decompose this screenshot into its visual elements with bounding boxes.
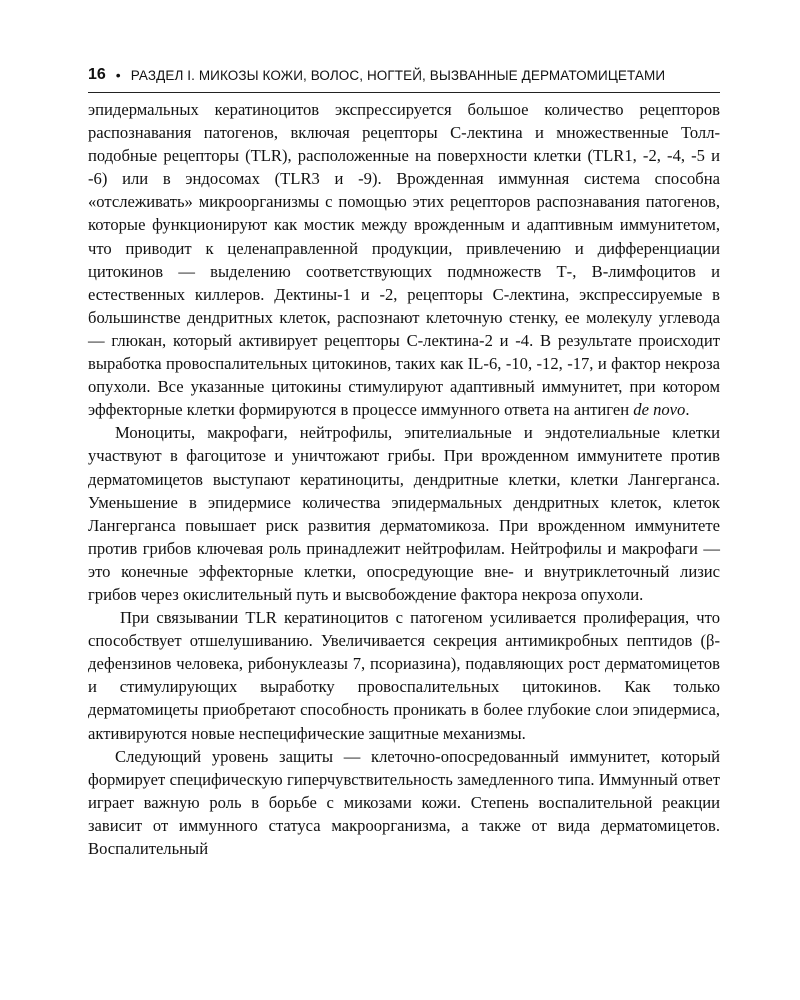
section-title: РАЗДЕЛ I. МИКОЗЫ КОЖИ, ВОЛОС, НОГТЕЙ, ВЫЗВАННЫЕ ДЕРМАТОМИЦЕТАМИ xyxy=(130,67,666,83)
bullet-separator: • xyxy=(115,67,121,83)
paragraph-1-italic: de novo xyxy=(633,400,686,420)
paragraph-1-end: . xyxy=(685,400,690,420)
paragraph-2: Моноциты, макрофаги, нейтрофилы, эпителиальные и эндотелиальные клетки участвуют в фагоцитозе и уничтожают грибы. При врожденном иммунитете против дерматомицетов выступают кератиноциты, дендритные клетки, клетки Лангерганса. Уменьшение в эпидермисе количества эпидермальных дендритных клеток, клеток Лангерганса повышает риск развития дерматомикоза. При врожденном иммунитете против грибов ключевая роль принадлежит нейтрофилам. Нейтрофилы и макрофаги — это конечные эффекторные клетки, опосредующие вне- и внутриклеточный лизис грибов через окислительный путь и высвобождение фактора некроза опухоли. xyxy=(88,423,720,604)
paragraph-1 xyxy=(88,98,720,421)
header-rule xyxy=(88,92,720,93)
page-number: 16 xyxy=(88,66,106,83)
body-text xyxy=(88,98,720,860)
running-header xyxy=(88,62,720,88)
paragraph-4: Следующий уровень защиты — клеточно-опосредованный иммунитет, который формирует специфическую гиперчувствительность замедленного типа. Иммунный ответ играет важную роль в борьбе с микозами кожи. Степень воспалительной реакции зависит от иммунного статуса макроорганизма, а также от вида дерматомицетов. Воспалительный xyxy=(88,746,720,858)
paragraph-1-text: эпидермальных кератиноцитов экспрессируется большое количество рецепторов распознавания патогенов, включая рецепторы C-лектина и множественные Толл-подобные рецепторы (TLR), расположенные на поверхности клетки (TLR1, -2, -4, -5 и -6) или в эндосомах (TLR3 и -9). Врожденная иммунная система способна «отслеживать» микроорганизмы с помощью этих рецепторов распознавания патогенов, которые функционируют как мостик между врожденным и адаптивным иммунитетом, что приводит к целенаправленной продукции, привлечению и дифференциации цитокинов — выделению соответствующих подмножеств Т-, В-лимфоцитов и естественных киллеров. Дектины-1 и -2, рецепторы C-лектина, экспрессируемые в большинстве дендритных клеток, распознают клеточную стенку, ее молекулу углевода — глюкан, который активирует рецепторы C-лектина-2 и -4. В результате происходит выработка провоспалительных цитокинов, таких как IL-6, -10, -12, -17, и фактор некроза опухоли. Все указанные цитокины стимулируют адаптивный иммунитет, при котором эффекторные клетки формируются в процессе иммунного ответа на антиген xyxy=(88,100,720,420)
paragraph-3: При связывании TLR кератиноцитов с патогеном усиливается пролиферация, что способствует отшелушиванию. Увеличивается секреция антимикробных пептидов (β-дефензинов человека, рибонуклеазы 7, псориазина), подавляющих рост дерматомицетов и стимулирующих выработку провоспалительных цитокинов. Как только дерматомицеты приобретают способность проникать в более глубокие слои эпидермиса, активируются новые неспецифические защитные механизмы. xyxy=(88,608,720,743)
